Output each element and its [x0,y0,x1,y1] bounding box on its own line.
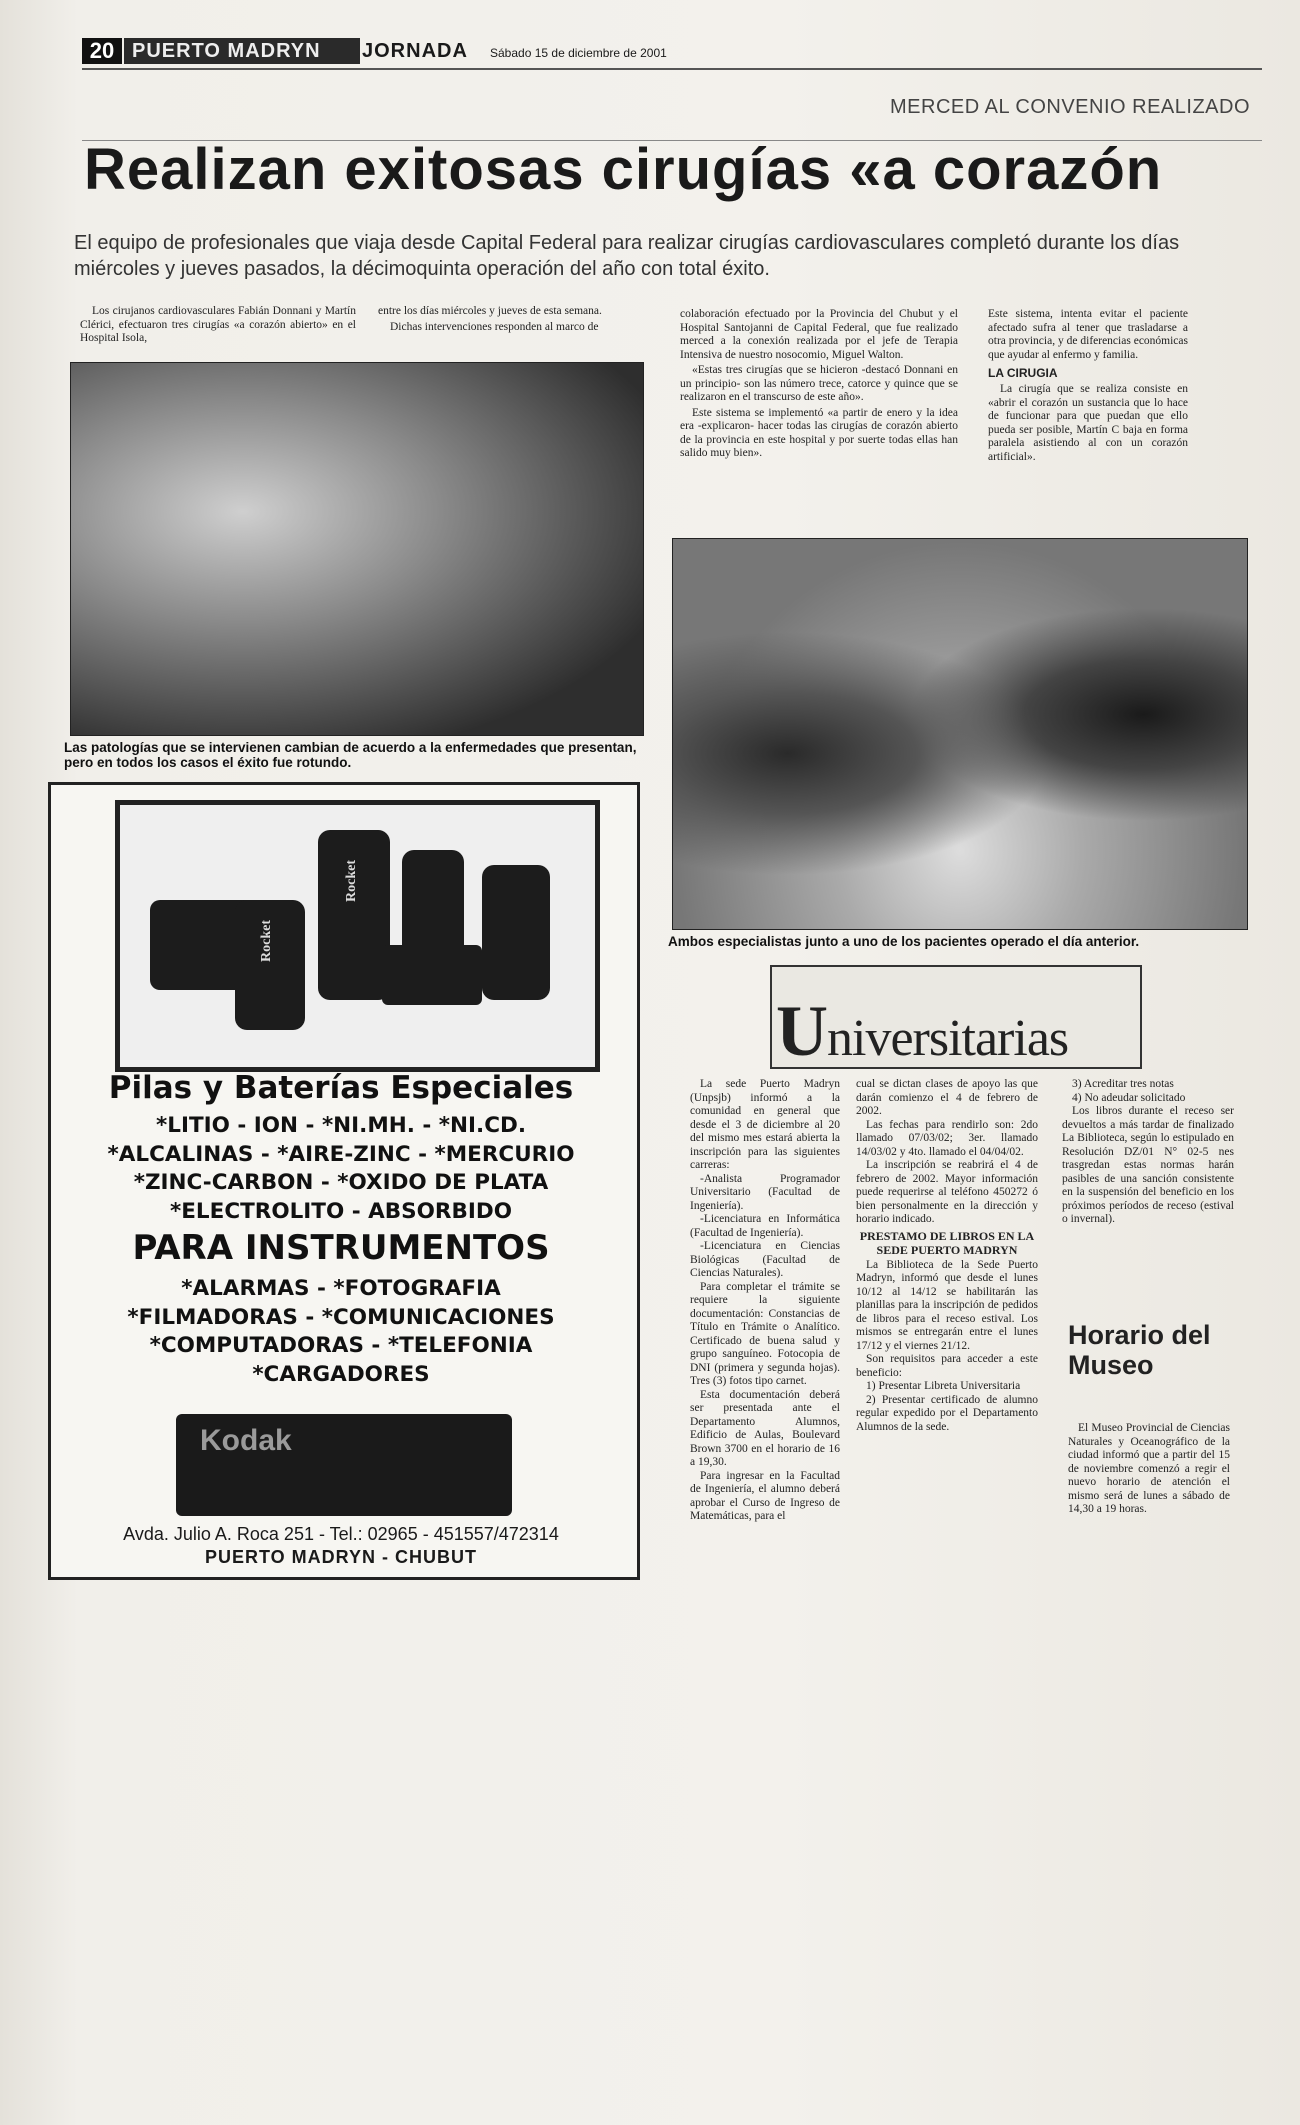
ad-line: *ELECTROLITO - ABSORBIDO [170,1198,512,1224]
battery-9v [382,945,482,1005]
uni-paragraph: La sede Puerto Madryn (Unpsjb) informó a la comunidad en general que desde el 3 de diciembre al 20 del mismo mes estará abierta la inscripción para las siguientes carreras: [690,1078,840,1171]
article-paragraph: Este sistema, intenta evitar el paciente afectado sufra al tener que trasladarse a otra provincia, y de diferencias económicas que ayudar al enfermo y familia. [988,308,1188,361]
universitarias-title [776,990,1068,1073]
article-paragraph: Los cirujanos cardiovasculares Fabián Donnani y Martín Clérici, efectuaron tres cirugías «a corazón abierto» en el Hospital Isola, [80,305,356,344]
ad-city: PUERTO MADRYN - CHUBUT [205,1547,477,1567]
surgery-photo [70,362,644,736]
uni-paragraph: -Licenciatura en Informática (Facultad de Ingeniería). [690,1213,840,1239]
uni-paragraph: La Biblioteca de la Sede Puerto Madryn, informó que desde el lunes 10/12 al 14/12 se habilitarán las planillas para la inscripción de pedidos de libros para el receso estival. Los mismos se entregarán entre el lunes 17/12 y el viernes 21/12. [856,1258,1038,1352]
uni-paragraph: Los libros durante el receso ser devueltos a más tardar de finalizado La Biblioteca, según lo estipulado en Resolución DZ/01 N° 02-5 nes trasgredan estas normas harán pasibles de una sanción consistente en la suspensión del beneficio en los próximos períodos de receso (estival o invernal). [1062,1105,1234,1225]
article-paragraph: «Estas tres cirugías que se hicieron -destacó Donnani en un principio- son las número trece, catorce y quince que se realizaron en el transcurso de este año». [680,364,958,403]
article-subheading: LA CIRUGIA [988,366,1058,380]
battery-product-photo [115,800,600,1072]
uni-subheading: PRESTAMO DE LIBROS EN LA SEDE PUERTO MADRYN [859,1228,1035,1257]
uni-paragraph: Son requisitos para acceder a este beneficio: [856,1353,1038,1379]
uni-paragraph: 2) Presentar certificado de alumno regular expedido por el Departamento Alumnos de la sede. [856,1393,1038,1433]
article-headline: Realizan exitosas cirugías «a corazón [84,137,1163,202]
ad-line: *COMPUTADORAS - *TELEFONIA [149,1333,533,1358]
universitarias-column-1 [690,1078,840,1524]
uni-paragraph: 1) Presentar Libreta Universitaria [866,1380,1021,1392]
battery-d-cell [235,900,305,1030]
uni-paragraph: -Licenciatura en Ciencias Biológicas (Facultad de Ciencias Naturales). [690,1240,840,1279]
photo-caption-1: Las patologías que se intervienen cambian de acuerdo a la enfermedades que presentan, pero en todos los casos el éxito fue rotundo. [64,740,637,770]
article-column-3 [680,308,958,463]
ad-address: Avda. Julio A. Roca 251 - Tel.: 02965 - 451557/472314 [123,1524,559,1544]
museo-heading: Horario del Museo [1068,1320,1211,1380]
page-number: 20 [82,38,122,64]
uni-paragraph: cual se dictan clases de apoyo las que darán comienzo el 4 de febrero de 2002. [856,1078,1038,1117]
article-column-2 [378,305,658,336]
issue-date: Sábado 15 de diciembre de 2001 [490,46,667,60]
uni-paragraph: 3) Acreditar tres notas [1072,1078,1174,1090]
uni-paragraph: 4) No adeudar solicitado [1072,1091,1186,1104]
publication-name: JORNADA [362,40,468,62]
article-paragraph: entre los días miércoles y jueves de esta semana. [378,305,602,317]
ad-line: *ALCALINAS - *AIRE-ZINC - *MERCURIO [107,1141,575,1167]
uni-paragraph: La inscripción se reabrirá el 4 de febrero de 2002. Mayor información puede requerirse al teléfono 450272 ó bien personalmente en la dirección y horario indicado. [856,1159,1038,1225]
ad-line: *ZINC-CARBON - *OXIDO DE PLATA [133,1170,549,1195]
article-paragraph: Este sistema se implementó «a partir de enero y la idea era -explicaron- hacer todas las cirugías de corazón abierto de la provincia en este hospital y por suerte todas ellas han salido muy bien». [680,406,958,459]
article-kicker: MERCED AL CONVENIO REALIZADO [890,96,1250,118]
title-initial: U [776,991,827,1071]
section-masthead: PUERTO MADRYN [124,38,360,64]
uni-paragraph: Las fechas para rendirlo son: 2do llamado 07/03/02; 3er. llamado 14/03/02 y 4to. llamado el 04/04/02. [856,1118,1038,1158]
battery-tall-cell [482,865,550,1000]
battery-brand-label: Rocket [259,920,274,962]
ad-title: Pilas y Baterías Especiales [108,1070,574,1106]
battery-large-cell [318,830,390,1000]
ad-line: *LITIO - ION - *NI.MH. - *NI.CD. [156,1113,526,1138]
museo-column [1068,1422,1230,1517]
title-rest: niversitarias [827,1010,1069,1067]
uni-paragraph: Esta documentación deberá ser presentada ante el Departamento Alumnos, Edificio de Aulas, Boulevard Brown 3700 en el horario de 16 a 19,30. [690,1388,840,1468]
doctors-patient-photo [672,538,1248,930]
ad-line: *CARGADORES [252,1361,430,1387]
ad-uses [48,1275,634,1389]
header-rule [82,68,1262,70]
article-column-1 [80,305,356,348]
article-lead: El equipo de profesionales que viaja desde Capital Federal para realizar cirugías cardiovasculares completó durante los días miércoles y jueves pasados, la décimoquinta operación del año con total éxito. [74,232,1180,280]
uni-paragraph: -Analista Programador Universitario (Facultad de Ingeniería). [690,1172,840,1212]
ad-battery-types [48,1112,634,1226]
uni-paragraph: Para completar el trámite se requiere la siguiente documentación: Constancias de Título en Trámite o Analítico. Certificado de buena salud y grupo sanguíneo. Fotocopia de DNI (primera y segunda hojas). Tres (3) fotos tipo carnet. [690,1280,840,1387]
article-column-4 [988,308,1188,466]
article-paragraph: La cirugía que se realiza consiste en «abrir el corazón un sustancia que lo hace de funcionar para que puedan que ello pueda ser posible, Martín C baja en forma paralela asistiendo al con un corazón artificial». [988,383,1188,463]
uni-paragraph: Para ingresar en la Facultad de Ingeniería, el alumno deberá aprobar el Curso de Ingreso de Matemáticas, para el [690,1469,840,1522]
ad-line: *FILMADORAS - *COMUNICACIONES [127,1304,555,1330]
photo-caption-2: Ambos especialistas junto a uno de los pacientes operado el día anterior. [668,934,1140,949]
article-paragraph: colaboración efectuado por la Provincia del Chubut y el Hospital Santojanni de Capital Federal, que fue realizado merced a la conexión realizada por el jefe de Terapia Intensiva de nuestro nosocomio, Miguel Walton. [680,308,958,361]
battery-brand-label: Rocket [344,860,359,902]
universitarias-column-2 [856,1078,1038,1434]
universitarias-column-3 [1062,1078,1234,1227]
ad-subtitle: PARA INSTRUMENTOS [132,1228,550,1268]
museo-paragraph: El Museo Provincial de Ciencias Naturales y Oceanográfico de la ciudad informó que a partir del 15 de noviembre comenzó a regir el nuevo horario de atención el mismo será de lunes a sábado de 14,30 a 19 horas. [1068,1422,1230,1515]
kodak-logo: Kodak [200,1424,292,1457]
battery-c-cell [402,850,464,960]
article-paragraph: Dichas intervenciones responden al marco de [390,320,599,333]
ad-line: *ALARMAS - *FOTOGRAFIA [181,1276,501,1301]
